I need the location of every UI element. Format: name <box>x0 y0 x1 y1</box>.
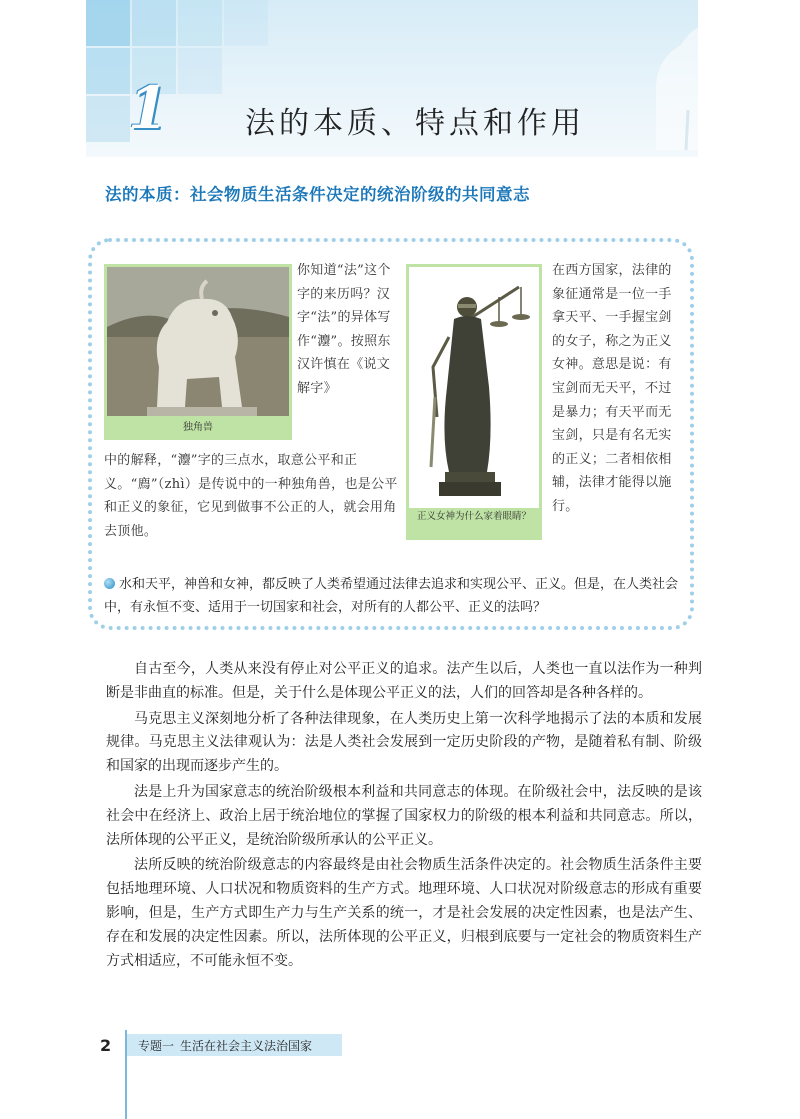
unicorn-statue-icon <box>107 267 289 417</box>
chapter-title: 法的本质、特点和作用 <box>245 106 585 141</box>
question-text: 水和天平，神兽和女神，都反映了人类希望通过法律去追求和实现公平、正义。但是，在人类社会中，有永恒不变、适用于一切国家和社会，对所有的人都公平、正义的法吗？ <box>104 577 679 615</box>
unicorn-beast-watermark-icon <box>626 0 698 157</box>
unicorn-explanation-text: 中的解释，“灋”字的三点水，取意公平和正义。“廌”（zhì）是传说中的一种独角兽，也是公平和正义的象征，它见到做事不公正的人，就会用角去顶他。 <box>104 453 398 539</box>
justice-goddess-text: 在西方国家，法律的象征通常是一位一手拿天平、一手握宝剑的女子，称之为正义女神。意思是说：有宝剑而无天平，不过是暴力；有天平而无宝剑，只是有名无实的正义；二者相依相辅，法律才能得以施行。 <box>552 263 672 514</box>
question-bullet-icon <box>104 578 115 589</box>
main-body-text <box>106 658 702 975</box>
chapter-number: 1 <box>128 74 169 142</box>
photo-caption-unicorn: 独角兽 <box>104 416 292 440</box>
body-paragraph: 自古至今，人类从来没有停止对公平正义的追求。法产生以后，人类也一直以法作为一种判断是非曲直的标准。但是，关于什么是体现公平正义的法，人们的回答却是各种各样的。 <box>106 661 702 701</box>
body-paragraph: 法是上升为国家意志的统治阶级根本利益和共同意志的体现。在阶级社会中，法反映的是该社会中在经济上、政治上居于统治地位的掌握了国家权力的阶级的根本利益和共同意志。所以，法所体现的公平正义，是统治阶级所承认的公平正义。 <box>106 783 702 848</box>
body-paragraph: 马克思主义深刻地分析了各种法律现象，在人类历史上第一次科学地揭示了法的本质和发展规律。马克思主义法律观认为：法是人类社会发展到一定历史阶段的产物，是随着私有制、阶级和国家的出现而逐步产生的。 <box>106 710 702 775</box>
footer-section-label <box>138 1037 312 1054</box>
unicorn-statue-photo <box>104 264 292 440</box>
justice-statue-icon <box>409 267 539 509</box>
body-paragraph: 法所反映的统治阶级意志的内容最终是由社会物质生活条件决定的。社会物质生活条件主要包括地理环境、人口状况和物质资料的生产方式。地理环境、人口状况对阶级意志的形成有重要影响，但是，生产方式即生产力与生产关系的统一，才是社会发展的决定性因素，也是法产生、存在和发展的决定性因素。所以，法所体现的公平正义，归根到底要与一定社会的物质资料生产方式相适应，不可能永恒不变。 <box>106 857 702 969</box>
discussion-question <box>104 573 684 619</box>
unicorn-intro-text: 你知道“法”这个字的来历吗？汉字“法”的异体写作“灋”。按照东汉许慎在《说文解字》 <box>297 263 391 396</box>
photo-caption-justice: 正义女神为什么家着眼睛？ <box>406 508 542 540</box>
justice-goddess-photo <box>406 264 542 540</box>
section-subheading: 法的本质：社会物质生活条件决定的统治阶级的共同意志 <box>105 185 530 204</box>
footer-section: 专题一 <box>138 1039 175 1053</box>
page-number: 2 <box>100 1036 112 1055</box>
footer-section-title: 生活在社会主义法治国家 <box>180 1039 313 1053</box>
